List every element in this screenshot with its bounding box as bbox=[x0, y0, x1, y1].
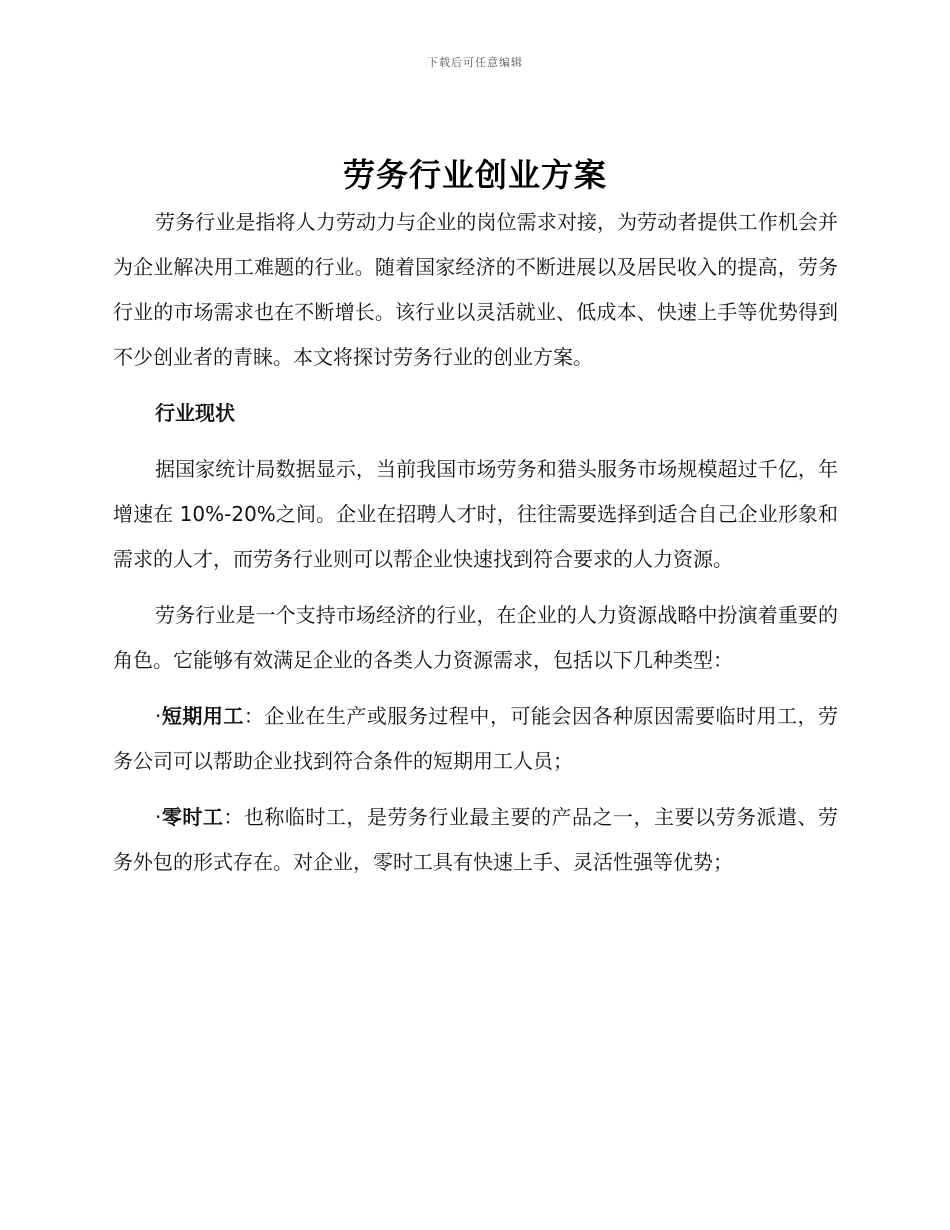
document-title: 劳务行业创业方案 bbox=[342, 156, 607, 194]
industry-status-paragraph-1: 据国家统计局数据显示，当前我国市场劳务和猎头服务市场规模超过千亿，年增速在 10%-20%之间。企业在招聘人才时，往往需要选择到适合自己企业形象和需求的人才，而劳务行业则可以帮企业快速找到符合要求的人力资源。 bbox=[113, 457, 838, 571]
bullet-term: 短期用工 bbox=[161, 704, 244, 728]
industry-status-paragraph-2: 劳务行业是一个支持市场经济的行业，在企业的人力资源战略中扮演着重要的角色。它能够有效满足企业的各类人力资源需求，包括以下几种类型： bbox=[113, 603, 838, 672]
header-note: 下载后可任意编辑 bbox=[427, 56, 523, 69]
bullet-term: 零时工 bbox=[161, 805, 224, 829]
document-body bbox=[113, 200, 838, 885]
bullet-item-temporary-worker bbox=[113, 795, 838, 885]
bullet-item-short-term-labor bbox=[113, 694, 838, 784]
bullet-text: ：企业在生产或服务过程中，可能会因各种原因需要临时用工，劳务公司可以帮助企业找到符合条件的短期用工人员； bbox=[113, 704, 839, 773]
intro-paragraph: 劳务行业是指将人力劳动力与企业的岗位需求对接，为劳动者提供工作机会并为企业解决用工难题的行业。随着国家经济的不断进展以及居民收入的提高，劳务行业的市场需求也在不断增长。该行业以灵活就业、低成本、快速上手等优势得到不少创业者的青睐。本文将探讨劳务行业的创业方案。 bbox=[113, 210, 838, 369]
section-heading-industry-status: 行业现状 bbox=[155, 401, 235, 425]
bullet-text: ：也称临时工，是劳务行业最主要的产品之一，主要以劳务派遣、劳务外包的形式存在。对企业，零时工具有快速上手、灵活性强等优势； bbox=[113, 805, 839, 874]
bullet-marker: · bbox=[155, 805, 162, 829]
bullet-marker: · bbox=[155, 704, 162, 728]
